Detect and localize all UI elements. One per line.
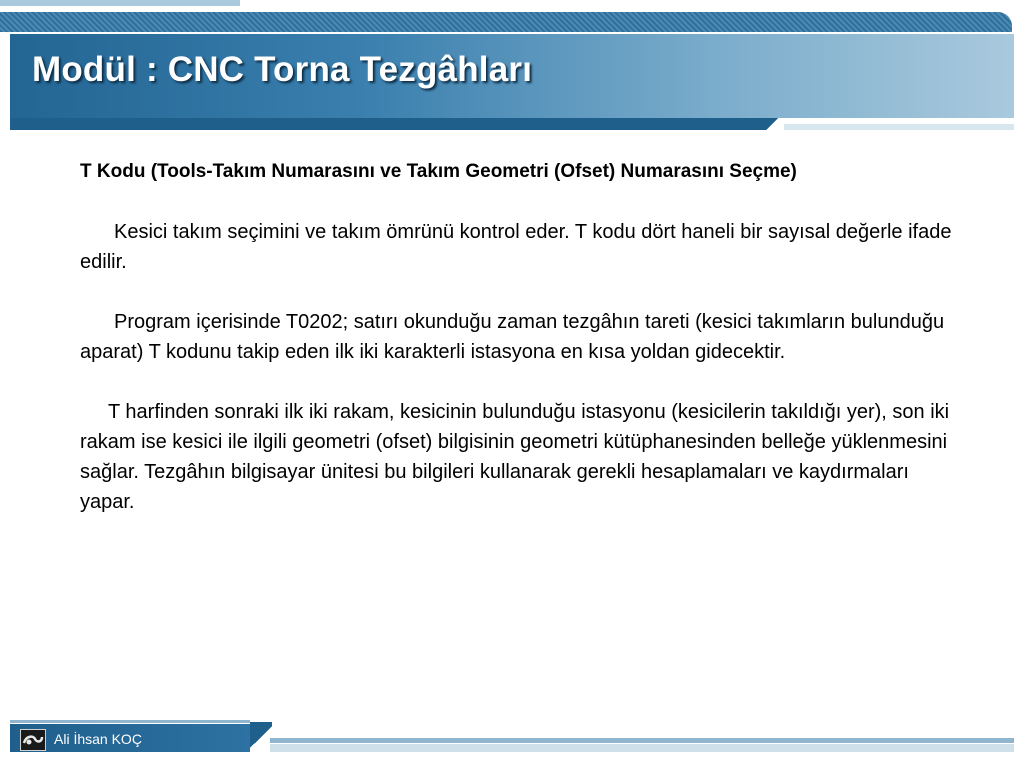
footer-author: Ali İhsan KOÇ [54, 731, 142, 747]
slide-title: Modül : CNC Torna Tezgâhları [32, 50, 533, 89]
header-hatched-strip [0, 12, 1012, 32]
paragraph-1-text: Kesici takım seçimini ve takım ömrünü kontrol eder. T kodu dört haneli bir sayısal değerle ifade edilir. [80, 221, 952, 273]
paragraph-3-text: T harfinden sonraki ilk iki rakam, kesicinin bulunduğu istasyonu (kesicilerin takıldığı yer), son iki rakam ise kesici ile ilgili geometri (ofset) bilgisinin geometri kütüphanesinden belleğe yüklenmesini sağlar. Tezgâhın bilgisayar ünitesi bu bilgileri kullanarak gerekli hesaplamaları ve kaydırmaları yapar. [80, 401, 950, 513]
author-logo-icon [20, 729, 46, 751]
title-band-step [760, 118, 784, 130]
footer-bar-step [250, 722, 272, 752]
paragraph-3 [80, 397, 960, 517]
paragraph-2-text: Program içerisinde T0202; satırı okunduğu zaman tezgâhın tareti (kesici takımların bulunduğu aparat) T kodunu takip eden ilk iki karakterli istasyona en kısa yoldan gidecektir. [80, 311, 945, 363]
footer-right-band [270, 744, 1014, 752]
title-band-right-light [0, 0, 240, 6]
title-underline-band [10, 118, 760, 130]
section-heading: T Kodu (Tools-Takım Numarasını ve Takım Geometri (Ofset) Numarasını Seçme) [80, 161, 797, 182]
title-banner [10, 34, 1014, 118]
title-band-right-pale [784, 124, 1014, 130]
footer-right-line [270, 738, 1014, 743]
slide-content [80, 157, 960, 517]
paragraph-2 [80, 307, 960, 367]
footer-top-line [10, 720, 250, 723]
paragraph-1 [80, 217, 960, 277]
